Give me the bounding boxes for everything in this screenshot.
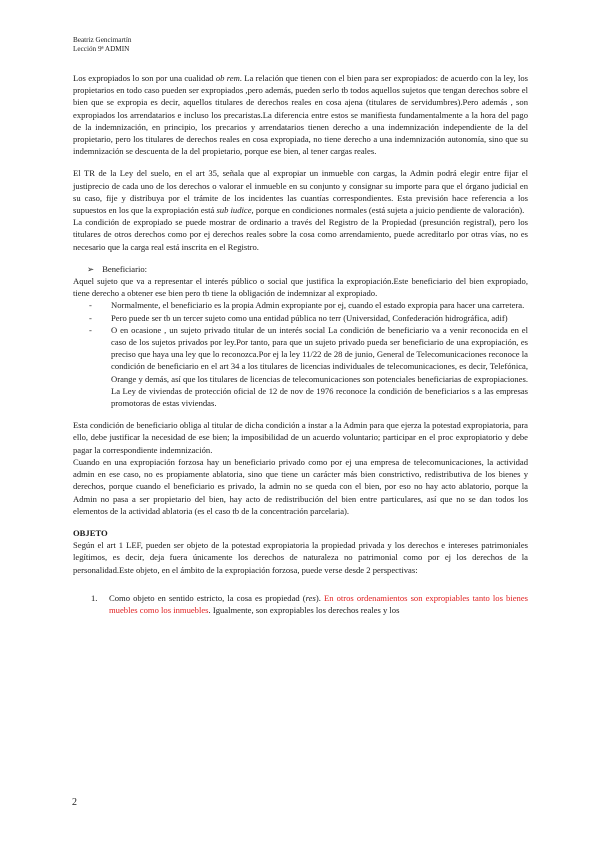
beneficiario-list [73,299,528,409]
paragraph-ley-suelo: El TR de la Ley del suelo, en el art 35, señala que al expropiar un inmueble con cargas, la Admin podrá elegir entre fijar el justiprecio de cada uno de los derechos o valorar el inmueble en su conjunto y consignar su importe para que el órgano judicial en su caso, fije y distribuya por el trámite de los incidentes las cuantías correspondientes. Esta previsión hace referencia a los supuestos en los que la expropiación está sub iudice, porque en condiciones normales (está sujeta a juicio pendiente de valoración). [73,168,528,216]
section-title-objeto: OBJETO [73,527,108,538]
page-header [73,36,131,54]
paragraph-beneficiario: Aquel sujeto que va a representar el interés público o social que justifica la expropiación.Este beneficiario del bien expropiado, tiene derecho a obtener ese bien pero tb tiene la obligación de indemnizar al expropiado. [73,276,528,299]
paragraph-expropiados: Los expropiados lo son por una cualidad ob rem. La relación que tienen con el bien para ser expropiados: de acuerdo con la ley, los propietarios en todo caso pueden ser expropiados ,pero además, pueden serlo tb todos aquellos sujetos que tengan derechos sobre el bien que se expropia es decir, aquellos titulares de derechos reales en cosa ajena (titulares de servidumbres).Pero además , son expropiados los arrendatarios e incluso los precaristas.La diferencia entre estos se manifiesta fundamentalmente a la hora del pago de la indemnización, en principio, los precarios y arrendatarios tienen derecho a una indemnización independiente de la del propietario, pero los titulares de derechos reales en cosa expropiada, no tiene derecho a una indemnización autonomía, sino que su indemnización se descuenta de la del propietario, porque ese bien, al tener cargas reales. [73,73,529,157]
arrow-bullet-icon: ➢ [87,263,95,274]
highlighted-text: En otros ordenamientos son expropiables tanto los bienes muebles como los inmuebles [109,592,528,615]
paragraph-telecom: Cuando en una expropiación forzosa hay un beneficiario privado como por ej una empresa de telecomunicaciones, la actividad admin en ese caso, no es propiamente ablatoria, sino que tiene un carácter más bien constrictivo, redistributiva de los bienes y derechos, porque cuando el beneficiario es privado, la admin no se queda con el bien, por eso no hay acto ablatorio, porque la Admin no pasa a ser propietario del bien, hay acto de redistribución del bien entre particulares, así que no se dan todos los elementos de la actividad ablatoria (es el caso tb de la concentración parcelaria). [73,456,528,516]
paragraph-obligacion: Esta condición de beneficiario obliga al titular de dicha condición a instar a la Admin para que ejerza la potestad expropiatoria, para ello, debe justificar la necesidad de ese bien; la imposibilidad de un acuerdo voluntario; participar en el proc expropiatorio y debe pagar la correspondiente indemnización. [73,420,528,455]
list-item: - Pero puede ser tb un tercer sujeto como una entidad pública no terr (Universidad, Confederación hidrográfica, adif) [89,312,508,323]
header-author: Beatriz Gencimartín [73,36,132,44]
beneficiario-heading [87,263,528,275]
numbered-item-1: 1. Como objeto en sentido estricto, la cosa es propiedad (res). En otros ordenamientos son expropiables tanto los bienes muebles como los inmuebles. Igualmente, son expropiables los derechos reales y los [91,592,528,615]
list-item: - Normalmente, el beneficiario es la propia Admin expropiante por ej, cuando el estado expropia para hacer una carretera. [89,300,525,311]
paragraph-registro: La condición de expropiado se puede mostrar de ordinario a través del Registro de la Propiedad (presunción registral), pero los titulares de otros derechos como por ej derechos reales sobre la cosa como arrendamiento, puede acreditarlo por otras vías, no es necesario que la carga real está inscrita en el Registro. [73,217,528,252]
beneficiario-label: Beneficiario: [102,263,148,274]
header-lesson: Lección 9ª ADMIN [73,45,130,53]
paragraph-objeto: Según el art 1 LEF, pueden ser objeto de la potestad expropiatoria la propiedad privada y los derechos e intereses patrimoniales legítimos, es decir, deja fuera únicamente los derechos de naturaleza no patrimonial como por ej los derechos de la personalidad.Este objeto, en el ámbito de la expropiación forzosa, puede verse desde 2 perspectivas: [73,540,528,575]
page-number: 2 [72,797,77,808]
list-item: - O en ocasione , un sujeto privado titular de un interés social La condición de beneficiario va a venir reconocida en el caso de los sujetos privados por ley.Por tanto, para que un sujeto privado pueda ser beneficiario de una expropiación, es preciso que haya una ley que lo reconozca.Por ej la ley 11/22 de 28 de junio, General de Telecomunicaciones reconoce la condición de beneficiario en el art 34 a los titulares de licencias individuales de telecomunicaciones, es decir, Telefónica, Orange y demás, así que los titulares de licencias de telecomunicaciones son potenciales beneficiarias de expropiaciones. La Ley de viviendas de protección oficial de 12 de nov de 1976 reconoce la condición de beneficiarios s a las empresas promotoras de estas viviendas. [89,324,528,409]
document-body [73,72,528,616]
